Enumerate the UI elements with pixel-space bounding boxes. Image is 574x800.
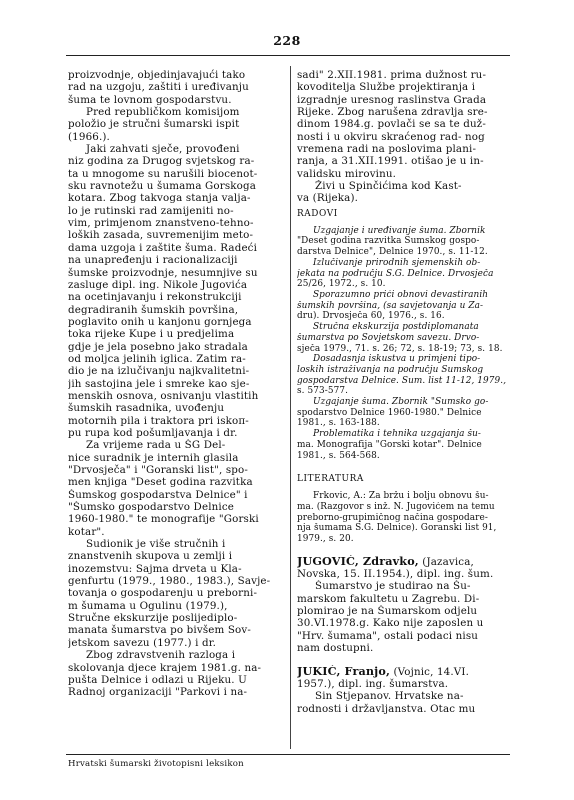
entry-jukic: [297, 665, 511, 715]
work-item: Stručna ekskurzija postdiplomanata: [313, 322, 479, 333]
text-line: jih sastojina jele i smreke kao sje-: [68, 377, 250, 390]
work-item: Dosadasnja iskustva u primjeni tipo-: [313, 354, 481, 365]
work-item-line: ma. Monografija "Gorski kotar". Delnice: [297, 439, 482, 450]
left-column: [68, 69, 282, 699]
text-line: 1960-1980." te monografije "Gorski: [68, 513, 259, 526]
text-line: kovoditelja Službe projektiranja i: [297, 81, 476, 94]
text-line: gdje je jela posebno jako stradala: [68, 340, 248, 353]
entry-headline: [297, 665, 511, 678]
entry-name: JUGOVIĆ, Zdravko,: [297, 554, 419, 568]
text-line: degradiranih šumskih površina,: [68, 303, 239, 316]
text-line: rad na uzgoju, zaštiti i uređivanju: [68, 81, 249, 94]
text-line: izgradnje uresnog raslinstva Grada: [297, 93, 487, 106]
text-line: pu rupa kod pošumljavanja i dr.: [68, 426, 238, 439]
work-item-line: "Deset godina razvitka Šumskog gospo-: [297, 236, 480, 247]
entry-line: nam dostupni.: [297, 642, 374, 655]
work-item-line: dru). Drvosječa 60, 1976., s. 16.: [297, 311, 445, 322]
text-line: znanstvenih skupova u zemlji i: [68, 550, 233, 563]
text-line: "Drvosječa" i "Goranski list", spo-: [68, 464, 249, 476]
entry-name: JUKIĆ, Franjo,: [297, 664, 391, 678]
text-line: menskih osnova, osnivanju vlastitih: [68, 389, 259, 402]
text-line: (1966.).: [68, 130, 110, 143]
text-line: niz godina za Drugog svjetskog ra-: [68, 155, 255, 168]
literatura-list: [297, 491, 511, 545]
text-line: toka rijeke Kupe i u predjelima: [68, 328, 235, 341]
radovi-list: [297, 226, 511, 461]
text-line: pušta Delnice i odlazi u Rijeku. U: [68, 673, 247, 686]
work-item-line: loskih istraživanja na području Šumskog: [297, 364, 484, 375]
work-item-line: gospodarstva Delnice. Šum. list 11-12, 1979.,: [297, 375, 507, 386]
text-line: ranja, a 31.XII.1991. otišao je u in-: [297, 155, 484, 168]
work-item: Izlučivanje prirodnih sjemenskih ob-: [313, 257, 481, 268]
text-line: na unapređenju i racionalizaciji: [68, 254, 238, 267]
entry-line: 1957.), dipl. ing. šumarstva.: [297, 677, 449, 690]
entry-line: Šumarstvo je studirao na Šu-: [315, 580, 471, 593]
text-line: Pred republičkom komisijom: [86, 106, 240, 119]
text-line: proizvodnje, objedinjavajući tako: [68, 69, 246, 81]
radovi-heading: RADOVI: [297, 208, 338, 219]
text-line: poglavito onih u kanjonu gornjega: [68, 315, 252, 328]
text-line: jetskom savezu (1977.) i dr.: [68, 636, 217, 649]
text-line: Stručne ekskurzije poslijediplo-: [68, 612, 238, 625]
text-line: men knjiga "Deset godina razvitka: [68, 476, 253, 489]
work-item-line: jekata na području Š.G. Delnice. Drvosječa: [297, 268, 494, 279]
entry-birth: (Vojnic, 14.VI.: [390, 665, 469, 678]
work-item: Sporazumno prići obnovi devastiranih: [313, 290, 489, 300]
entry-line: 30.VI.1978.g. Kako nije zaposlen u: [297, 617, 484, 630]
entry-line: plomirao je na Šumarskom odjelu: [297, 605, 478, 618]
text-line: kotara. Zbog takvoga stanja valja-: [68, 192, 251, 205]
literature-line: 1979., s. 20.: [297, 534, 354, 545]
text-line: genfurtu (1979., 1980., 1983.), Savje-: [68, 575, 271, 588]
text-line: Sudionik je više stručnih i: [86, 538, 226, 551]
text-line: manata šumarstva po bivšem Sov-: [68, 624, 251, 637]
work-item-line: sječa 1979., 71. s. 26; 72, s. 18-19; 73, s. 18.: [297, 343, 503, 354]
text-line: nosti i u okviru skraćenog rad- nog: [297, 130, 485, 143]
text-line: šumske proizvodnje, nesumnjive su: [68, 266, 258, 279]
text-line: na ocetinjavanju i rekonstrukciji: [68, 291, 242, 304]
text-line: Radnoj organizaciji "Parkovi i na-: [68, 686, 248, 699]
entry-line: Novska, 15. II.1954.), dipl. ing. šum.: [297, 568, 494, 581]
text-line: Rijeke. Zbog narušena zdravlja sre-: [297, 106, 488, 119]
work-item-line: 25/26, 1972., s. 10.: [297, 279, 386, 290]
text-line: položio je stručni šumarski ispit: [68, 118, 240, 131]
text-line: dama uzgoja i zaštite šuma. Radeći: [68, 241, 258, 254]
work-item: Problematika i tehnika uzgajanja šu-: [313, 429, 482, 440]
work-item-line: s. 573-577.: [297, 386, 348, 397]
text-line: šuma te lovnom gospodarstvu.: [68, 93, 232, 106]
text-line: vim, primjenom znanstveno-tehno-: [68, 217, 254, 230]
work-item: Uzgajanje i uređivanje šuma. Zbornik: [313, 225, 486, 236]
text-line: vremena radi na poslovima plani-: [297, 143, 477, 156]
text-line: sku ravnotežu u šumama Gorskoga: [68, 180, 257, 193]
text-line: inozemstvu: Sajma drveta u Kla-: [68, 562, 242, 575]
text-line: dio je na izlučivanju najkvalitetni-: [68, 365, 250, 378]
work-item-line: 1981., s. 163-188.: [297, 418, 380, 429]
text-line: tovanja o gospodarenju u preborni-: [68, 587, 258, 600]
text-line: va (Rijeka).: [297, 192, 359, 205]
text-line: Jaki zahvati sječe, provođeni: [86, 143, 240, 156]
entry-line: Sin Stjepanov. Hrvatske na-: [315, 690, 464, 703]
work-item-line: šumskih površina, (sa savjetovanja u Za-: [297, 300, 484, 311]
entry-line: marskom fakultetu u Zagrebu. Di-: [297, 592, 480, 605]
text-line: zasluge dipl. ing. Nikole Jugovića: [68, 278, 248, 291]
entry-line: "Hrv. šumama", ostali podaci nisu: [297, 629, 479, 642]
work-item-line: šumarstva po Sovjetskom savezu. Drvo-: [297, 332, 480, 343]
literature-line: nja šumama Š.G. Delnice). Goranski list 91,: [297, 523, 497, 534]
text-line: lo je rutinski rad zamijeniti no-: [68, 204, 234, 217]
entry-headline: [297, 555, 511, 568]
text-line: nice suradnik je internih glasila: [68, 451, 239, 464]
text-line: ta u mnogome su narušili biocenot-: [68, 167, 258, 180]
right-column: [297, 69, 511, 715]
text-line: Šumskog gospodarstva Delnice" i: [68, 488, 248, 501]
literature-line: Frkovic, A.: Za bržu i bolju obnovu šu-: [313, 491, 489, 502]
column-divider: [290, 66, 291, 749]
text-line: od moljca jelinih iglica. Zatim ra-: [68, 352, 246, 365]
text-line: dinom 1984.g. povlači se sa te duž-: [297, 118, 486, 131]
text-line: validsku mirovinu.: [297, 167, 397, 180]
text-line: kotar".: [68, 525, 105, 538]
entry-birth: (Jazavica,: [418, 555, 474, 568]
text-line: loških zasada, suvremenijim meto-: [68, 229, 254, 242]
footer-text: Hrvatski šumarski životopisni leksikon: [68, 759, 244, 769]
text-line: Za vrijeme rada u ŠG Del-: [86, 439, 226, 452]
text-line: šumskih rasadnika, uvođenju: [68, 402, 225, 415]
text-line: m šumama u Ogulinu (1979.),: [68, 599, 228, 612]
work-item-line: spodarstvo Delnice 1960-1980." Delnice: [297, 407, 482, 418]
entry-jugovic: [297, 555, 511, 655]
header-rule: [66, 55, 510, 56]
text-line: Živi u Spinčićima kod Kast-: [315, 180, 462, 193]
literatura-heading: LITERATURA: [297, 474, 364, 485]
entry-line: rodnosti i državljanstva. Otac mu: [297, 702, 476, 715]
text-line: "Šumsko gospodarstvo Delnice: [68, 501, 235, 514]
work-item-line: darstva Delnice", Delnice 1970., s. 11-12.: [297, 247, 488, 258]
biography-continuation: [297, 69, 511, 205]
work-item-line: 1981., s. 564-568.: [297, 450, 380, 461]
text-line: sadi" 2.XII.1981. prima dužnost ru-: [297, 69, 487, 81]
text-line: skolovanja djece krajem 1981.g. na-: [68, 661, 262, 674]
literature-line: preborno-grupimičnog načina gospodare-: [297, 512, 488, 523]
work-item: Uzgajanje šuma. Zbornik "Šumsko go-: [313, 397, 489, 408]
page-number: 228: [273, 33, 301, 48]
literature-line: ma. (Razgovor s inž. N. Jugovićem na temu: [297, 501, 495, 512]
text-line: Zbog zdravstvenih razloga i: [86, 649, 236, 662]
text-line: motornih pila i traktora pri iskoπ-: [68, 414, 249, 427]
footer-rule: [66, 754, 510, 755]
